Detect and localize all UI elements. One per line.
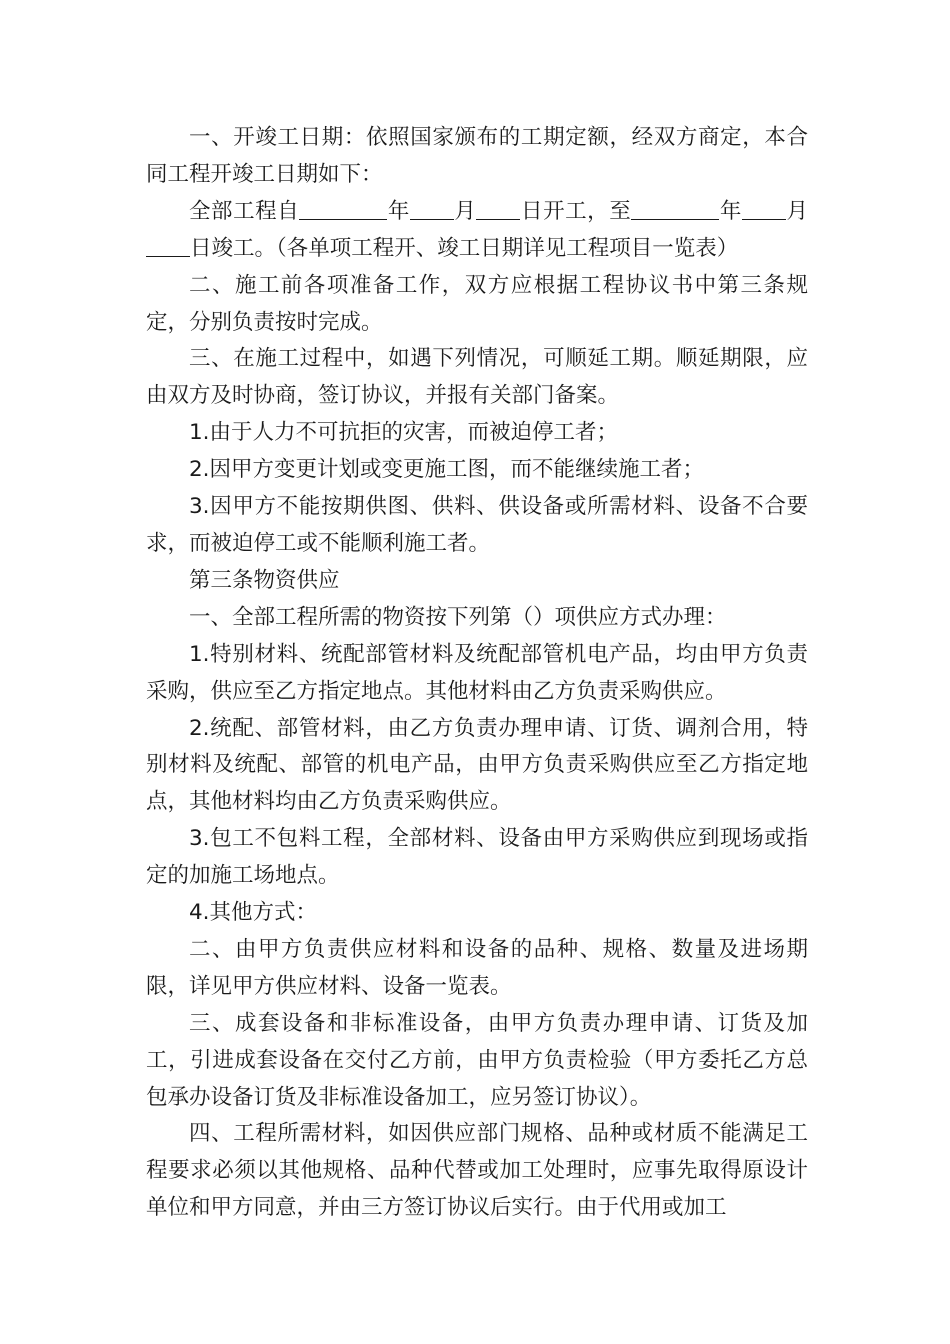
schedule-prefix: 全部工程自 bbox=[189, 198, 300, 224]
paragraph-preparation: 二、施工前各项准备工作，双方应根据工程协议书中第三条规定，分别负责按时完成。 bbox=[146, 272, 808, 335]
schedule-year-2: 年 bbox=[719, 198, 742, 224]
paragraph-supply-item-3: 3.包工不包料工程，全部材料、设备由甲方采购供应到现场或指定的加施工场地点。 bbox=[146, 826, 808, 889]
schedule-day-1: 日开工，至 bbox=[520, 198, 632, 224]
paragraph-equipment: 三、成套设备和非标准设备，由甲方负责办理申请、订货及加工，引进成套设备在交付乙方前，由甲方负责检验（甲方委托乙方总包承办设备订货及非标准设备加工，应另签订协议）。 bbox=[146, 1010, 808, 1110]
schedule-month-2: 月 bbox=[785, 198, 808, 224]
paragraph-supply-method: 一、全部工程所需的物资按下列第（）项供应方式办理： bbox=[189, 604, 727, 630]
blank-start-day[interactable] bbox=[476, 196, 520, 220]
blank-end-year[interactable] bbox=[631, 196, 719, 220]
blank-start-year[interactable] bbox=[299, 196, 387, 220]
blank-end-day[interactable] bbox=[146, 233, 190, 257]
paragraph-extension-item-3: 3.因甲方不能按期供图、供料、供设备或所需材料、设备不合要求，而被迫停工或不能顺利施工者。 bbox=[146, 494, 808, 556]
schedule-suffix: 日竣工。（各单项工程开、竣工日期详见工程项目一览表） bbox=[190, 235, 739, 261]
section-heading-materials: 第三条物资供应 bbox=[189, 567, 340, 593]
paragraph-extension-item-2: 2.因甲方变更计划或变更施工图，而不能继续施工者； bbox=[189, 457, 705, 483]
paragraph-materials-list: 二、由甲方负责供应材料和设备的品种、规格、数量及进场期限，详见甲方供应材料、设备一览表。 bbox=[146, 936, 808, 999]
paragraph-schedule-line bbox=[146, 194, 808, 268]
paragraph-start-end-dates: 一、开竣工日期：依照国家颁布的工期定额，经双方商定，本合同工程开竣工日期如下： bbox=[146, 125, 808, 187]
schedule-year-1: 年 bbox=[387, 198, 410, 224]
paragraph-supply-item-4: 4.其他方式： bbox=[189, 900, 318, 926]
blank-start-month[interactable] bbox=[410, 196, 454, 220]
paragraph-supply-item-2: 2.统配、部管材料，由乙方负责办理申请、订货、调剂合用，特别材料及统配、部管的机电产品，由甲方负责采购供应至乙方指定地点，其他材料均由乙方负责采购供应。 bbox=[146, 715, 808, 815]
blank-end-month[interactable] bbox=[742, 196, 786, 220]
paragraph-substitution: 四、工程所需材料，如因供应部门规格、品种或材质不能满足工程要求必须以其他规格、品种代替或加工处理时，应事先取得原设计单位和甲方同意，并由三方签订协议后实行。由于代用或加工 bbox=[146, 1121, 808, 1221]
paragraph-extension-item-1: 1.由于人力不可抗拒的灾害，而被迫停工者； bbox=[189, 420, 619, 446]
paragraph-supply-item-1: 1.特别材料、统配部管材料及统配部管机电产品，均由甲方负责采购，供应至乙方指定地点。其他材料由乙方负责采购供应。 bbox=[146, 641, 808, 704]
paragraph-extension: 三、在施工过程中，如遇下列情况，可顺延工期。顺延期限，应由双方及时协商，签订协议，并报有关部门备案。 bbox=[146, 346, 808, 409]
document-page bbox=[146, 120, 808, 1227]
schedule-month-1: 月 bbox=[453, 198, 477, 224]
